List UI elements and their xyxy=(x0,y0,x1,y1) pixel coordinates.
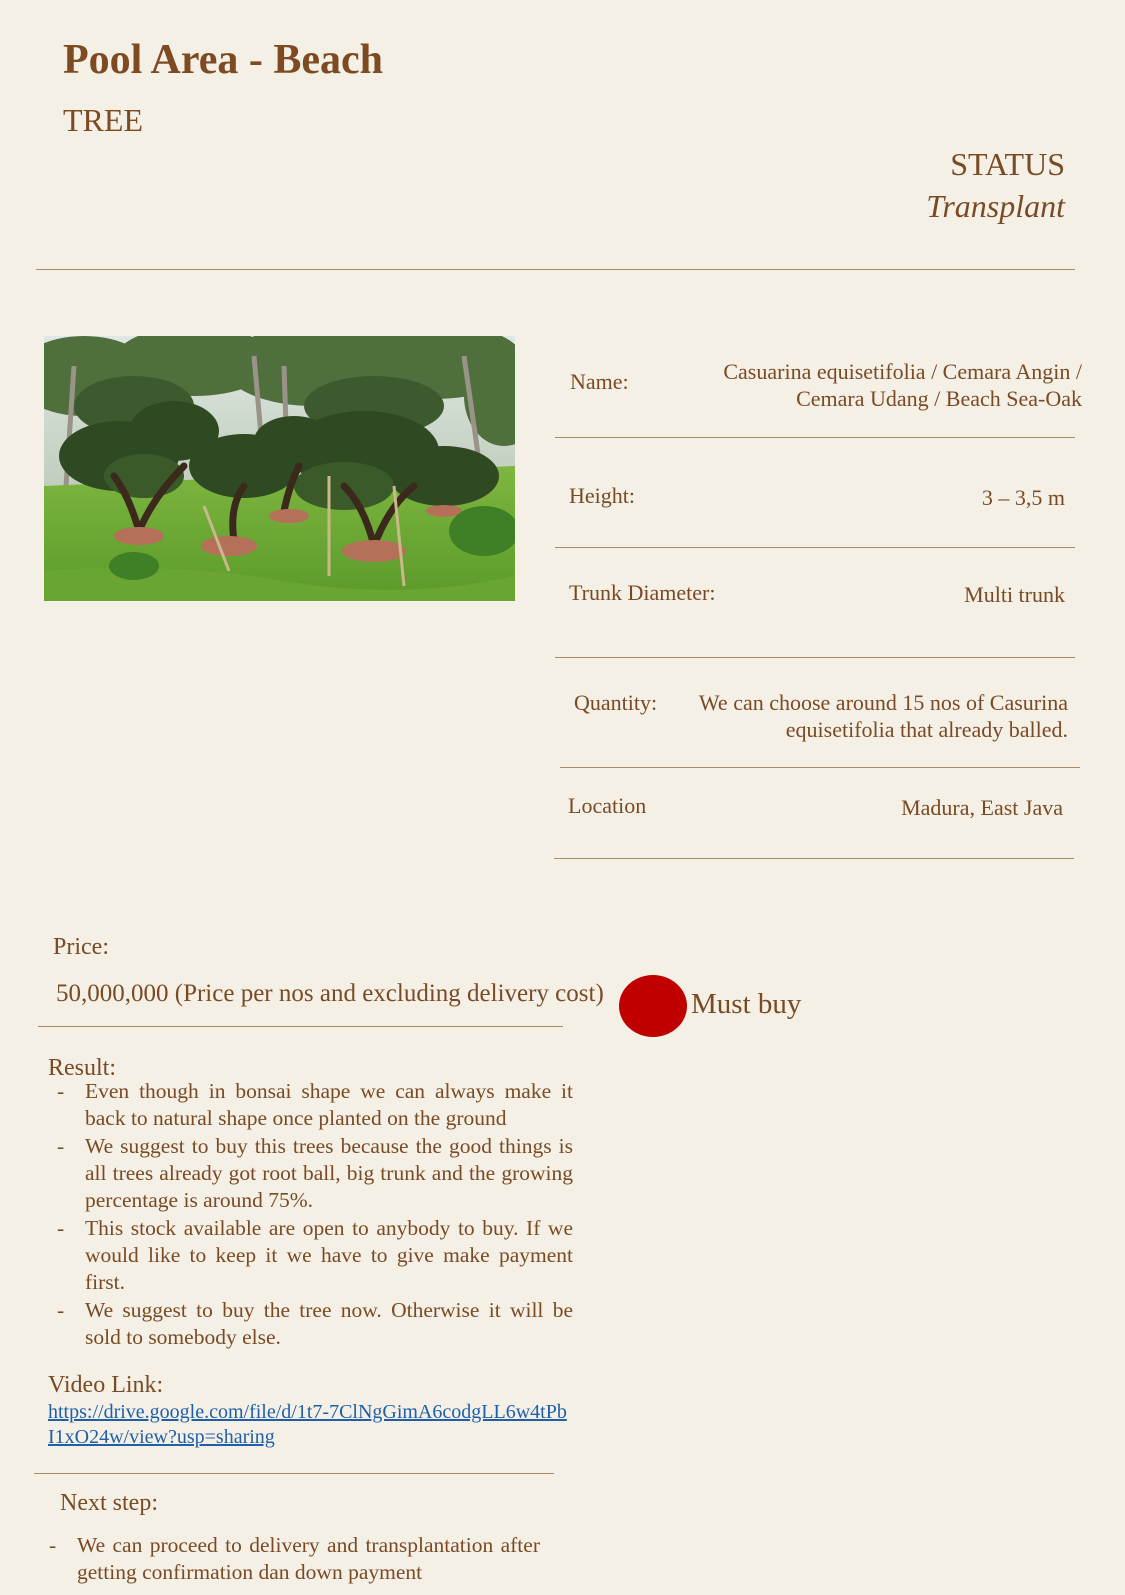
location-value: Madura, East Java xyxy=(901,795,1063,820)
page-title: Pool Area - Beach xyxy=(63,37,384,83)
list-item: - Even though in bonsai shape we can always make it back to natural shape once planted on the ground xyxy=(48,1078,573,1132)
tree-photo xyxy=(44,336,515,601)
quantity-value: We can choose around 15 nos of Casurina equisetifolia that already balled. xyxy=(698,690,1068,742)
price-label: Price: xyxy=(53,934,109,960)
height-label: Height: xyxy=(569,483,635,508)
height-value: 3 – 3,5 m xyxy=(981,485,1065,510)
trunk-diameter-value: Multi trunk xyxy=(964,582,1065,607)
trunk-diameter-label: Trunk Diameter: xyxy=(569,580,716,605)
must-buy-indicator xyxy=(619,975,687,1037)
status-value: Transplant xyxy=(926,188,1065,224)
row-divider xyxy=(554,858,1074,859)
row-divider xyxy=(555,657,1075,658)
row-divider xyxy=(555,547,1075,548)
result-label: Result: xyxy=(48,1055,117,1081)
quantity-label: Quantity: xyxy=(574,690,658,715)
page-subtitle: TREE xyxy=(63,102,143,138)
list-item: - We suggest to buy this trees because the good things is all trees already got root ball, big trunk and the growing percentage is around 75%. xyxy=(48,1133,573,1214)
must-buy-label: Must buy xyxy=(691,988,802,1020)
next-step-label: Next step: xyxy=(60,1490,158,1516)
name-value: Casuarina equisetifolia / Cemara Angin / Cemara Udang / Beach Sea-Oak xyxy=(723,359,1082,411)
next-step-list xyxy=(40,1532,540,1587)
location-label: Location xyxy=(568,793,647,818)
price-value: 50,000,000 (Price per nos and excluding delivery cost) xyxy=(56,980,604,1007)
list-item: - We suggest to buy the tree now. Otherwise it will be sold to somebody else. xyxy=(48,1297,573,1351)
status-label: STATUS xyxy=(950,146,1065,182)
video-link[interactable]: https://drive.google.com/file/d/1t7-7ClNgGimA6codgLL6w4tPbI1xO24w/view?usp=sharing xyxy=(48,1401,567,1448)
video-divider xyxy=(34,1473,554,1474)
list-item: - This stock available are open to anybody to buy. If we would like to keep it we have to give make payment first. xyxy=(48,1215,573,1296)
row-divider xyxy=(560,767,1080,768)
result-list xyxy=(48,1078,573,1352)
name-label: Name: xyxy=(570,369,629,394)
tree-photo-illustration xyxy=(44,336,515,601)
list-item: - We can proceed to delivery and transplantation after getting confirmation dan down payment xyxy=(40,1532,540,1586)
video-link-label: Video Link: xyxy=(48,1372,164,1398)
price-divider xyxy=(38,1026,563,1027)
row-divider xyxy=(555,437,1075,438)
header-divider xyxy=(36,269,1075,270)
